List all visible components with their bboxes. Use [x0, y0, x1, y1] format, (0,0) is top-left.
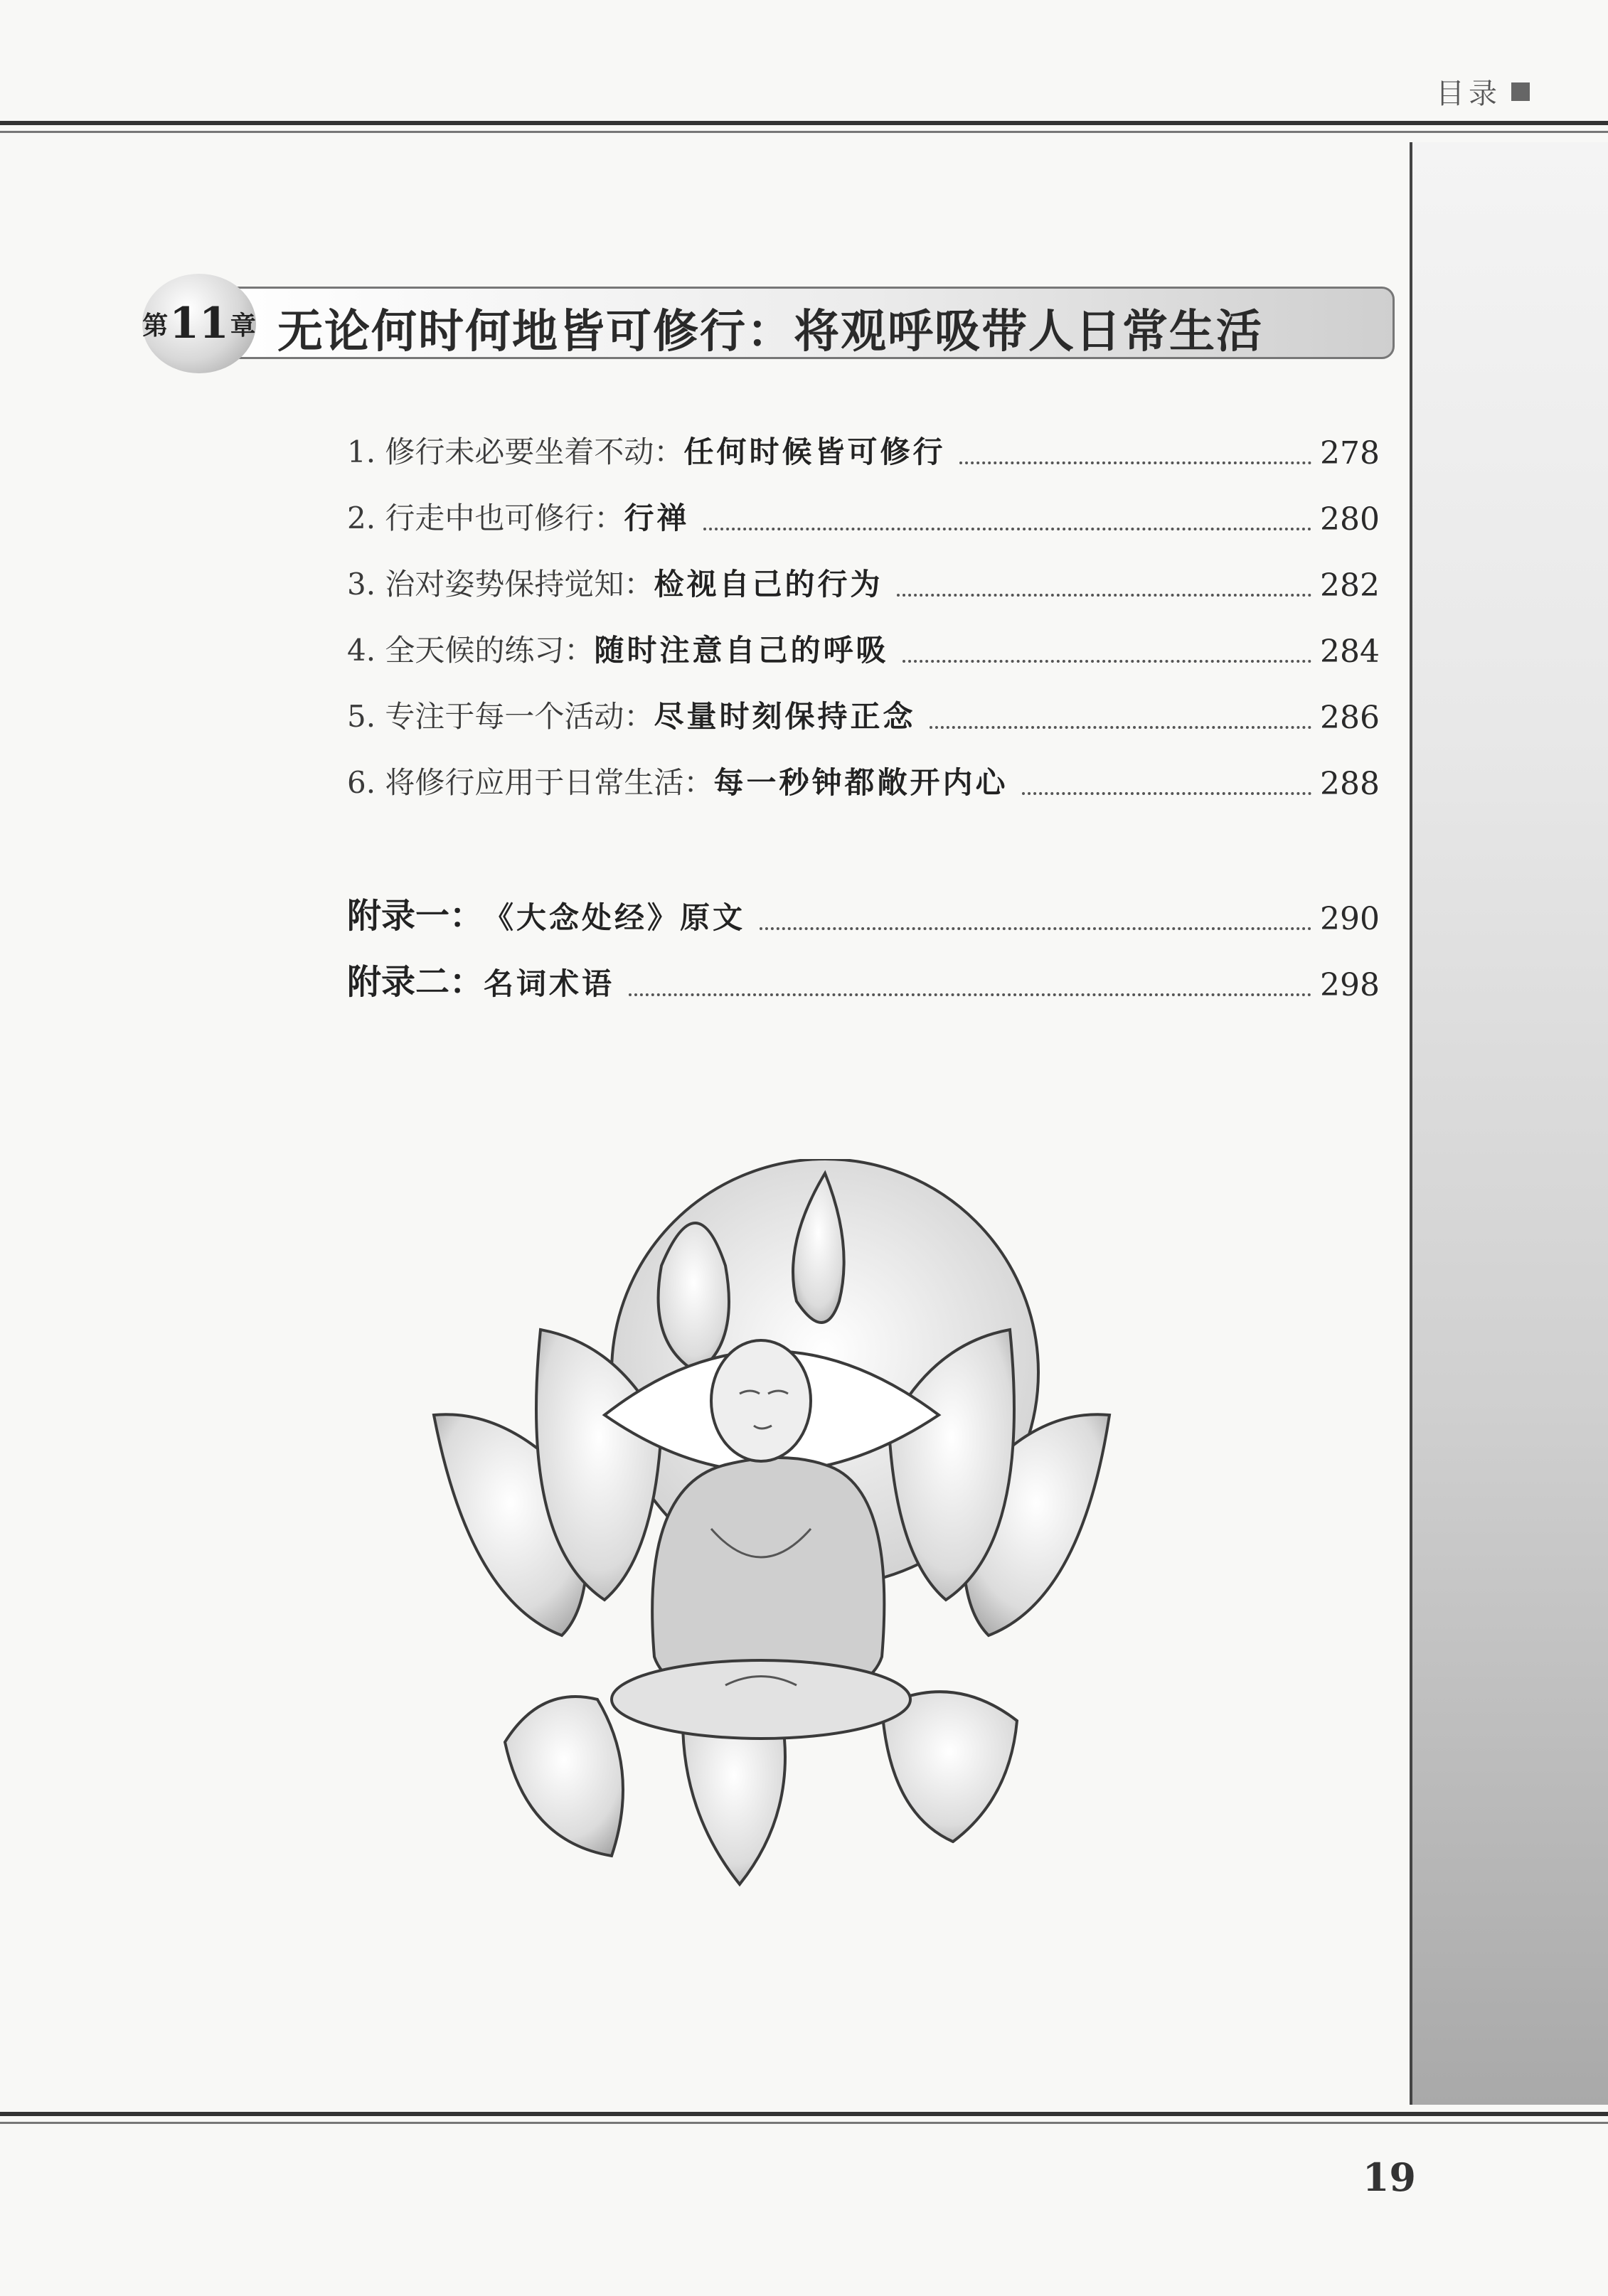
chapter-badge: [142, 274, 256, 373]
toc-entry-subtitle: 行禅: [624, 501, 690, 535]
toc-entry-label: 6. 将修行应用于日常生活：: [347, 765, 714, 800]
appendix-subtitle: 《大念处经》原文: [484, 900, 746, 935]
toc-entry-page: 280: [1320, 501, 1380, 538]
toc-entry-subtitle: 随时注意自己的呼吸: [594, 633, 889, 668]
toc-entry-subtitle: 任何时候皆可修行: [683, 434, 946, 469]
appendix-list: [347, 871, 1380, 1003]
leader-dots: [760, 927, 1311, 930]
appendix-entry[interactable]: [347, 937, 1380, 1003]
appendix-label: 附录二：: [347, 962, 484, 1002]
toc-entry-subtitle: 每一秒钟都敞开内心: [713, 765, 1008, 800]
leader-dots: [902, 660, 1311, 663]
header-square-icon: [1511, 82, 1530, 101]
toc-entry[interactable]: [347, 405, 1380, 471]
chapter-title: 无论何时何地皆可修行：将观呼吸带人日常生活: [277, 305, 1263, 358]
lotus-buddha-illustration: [427, 1159, 1138, 1899]
toc-entry[interactable]: [347, 604, 1380, 670]
appendix-entry[interactable]: [347, 871, 1380, 937]
toc-entry-page: 288: [1320, 766, 1380, 802]
chapter-suffix: 章: [230, 310, 256, 341]
appendix-label: 附录一：: [347, 896, 484, 936]
leader-dots: [1022, 792, 1311, 795]
top-rule: [0, 121, 1608, 125]
bottom-rule-thin: [0, 2122, 1608, 2124]
toc-entry-subtitle: 检视自己的行为: [654, 567, 883, 602]
toc-entry-page: 278: [1320, 435, 1380, 471]
chapter-prefix: 第: [142, 310, 169, 341]
toc-entry[interactable]: [347, 471, 1380, 538]
toc-entry-label: 3. 治对姿势保持觉知：: [347, 567, 654, 602]
toc-entry-page: 286: [1320, 700, 1380, 736]
toc-entry-label: 1. 修行未必要坐着不动：: [347, 434, 684, 469]
header-section-label: 目录: [1436, 78, 1501, 110]
toc-entry-label: 2. 行走中也可修行：: [347, 501, 624, 535]
leader-dots: [629, 993, 1311, 996]
top-rule-thin: [0, 131, 1608, 133]
toc-entry[interactable]: [347, 736, 1380, 802]
leader-dots: [703, 528, 1311, 530]
toc-entry-subtitle: 尽量时刻保持正念: [654, 699, 916, 734]
bottom-rule: [0, 2112, 1608, 2116]
toc-entry-label: 5. 专注于每一个活动：: [347, 699, 654, 734]
appendix-subtitle: 名词术语: [484, 966, 615, 1001]
leader-dots: [897, 594, 1311, 597]
appendix-page: 298: [1320, 967, 1380, 1003]
toc-entry[interactable]: [347, 670, 1380, 736]
leader-dots: [930, 726, 1311, 729]
page-number: 19: [1362, 2154, 1416, 2200]
toc-entry-page: 284: [1320, 634, 1380, 670]
toc-entry-label: 4. 全天候的练习：: [347, 633, 595, 668]
toc-list: [347, 405, 1380, 802]
chapter-banner: [142, 281, 1390, 366]
side-gradient-strip: [1410, 142, 1608, 2105]
toc-entry[interactable]: [347, 538, 1380, 604]
running-header: [1436, 71, 1530, 112]
chapter-number: 11: [169, 299, 229, 348]
toc-entry-page: 282: [1320, 567, 1380, 604]
appendix-page: 290: [1320, 901, 1380, 937]
leader-dots: [959, 461, 1311, 464]
